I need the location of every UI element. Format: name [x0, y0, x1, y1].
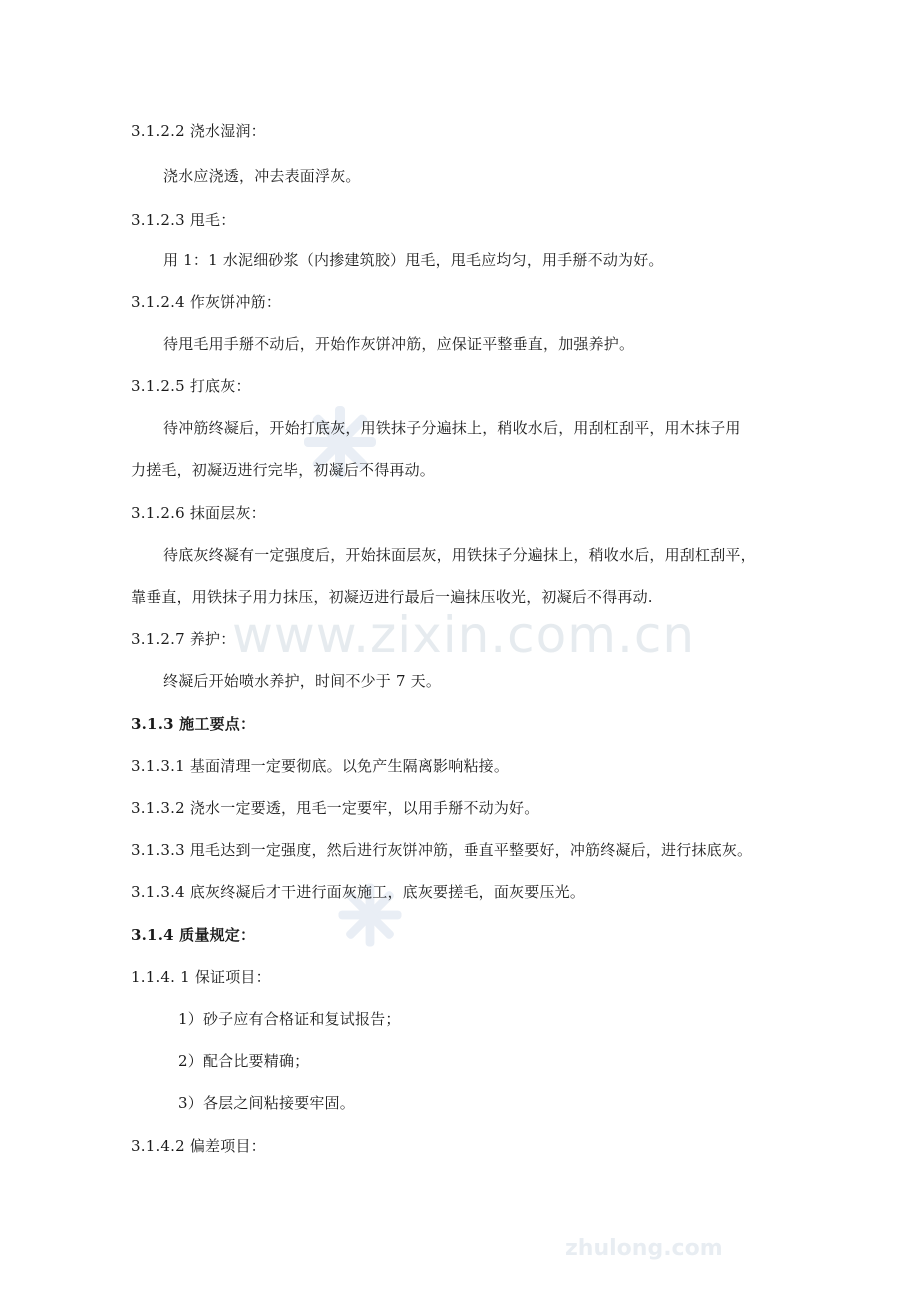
section-heading: 3.1.2.7 养护： [131, 630, 236, 648]
section-heading: 3.1.2.6 抹面层灰： [131, 504, 266, 522]
watermark-text: www.zixin.com.cn [232, 606, 696, 664]
numbered-item: 1）砂子应有合格证和复试报告； [178, 1010, 401, 1028]
paragraph: 浇水应浇透，冲去表面浮灰。 [163, 167, 361, 185]
paragraph-continuation: 靠垂直，用铁抹子用力抹压，初凝迈进行最后一遍抹压收光，初凝后不得再动. [131, 588, 653, 606]
paragraph: 待甩毛用手掰不动后，开始作灰饼冲筋，应保证平整垂直，加强养护。 [163, 335, 635, 353]
section-heading: 3.1.4.2 偏差项目： [131, 1137, 266, 1155]
list-item: 3.1.3.1 基面清理一定要彻底。以免产生隔离影响粘接。 [131, 757, 510, 775]
section-heading: 3.1.2.5 打底灰： [131, 377, 251, 395]
numbered-item: 2）配合比要精确； [178, 1052, 310, 1070]
subsection-heading: 3.1.3 施工要点： [131, 715, 256, 733]
paragraph: 终凝后开始喷水养护，时间不少于 7 天。 [163, 672, 442, 690]
paragraph-continuation: 力搓毛，初凝迈进行完毕，初凝后不得再动。 [131, 461, 436, 479]
list-item: 3.1.3.4 底灰终凝后才干进行面灰施工，底灰要搓毛，面灰要压光。 [131, 883, 586, 901]
subsection-heading: 3.1.4 质量规定： [131, 926, 256, 944]
section-heading: 3.1.2.2 浇水湿润： [131, 122, 266, 140]
list-item: 3.1.3.3 甩毛达到一定强度，然后进行灰饼冲筋，垂直平整要好，冲筋终凝后，进行抹底灰。 [131, 841, 753, 859]
paragraph: 待冲筋终凝后，开始打底灰，用铁抹子分遍抹上，稍收水后，用刮杠刮平，用木抹子用 [163, 419, 741, 437]
list-item: 3.1.3.2 浇水一定要透，甩毛一定要牢，以用手掰不动为好。 [131, 799, 540, 817]
section-heading: 1.1.4. 1 保证项目： [131, 968, 271, 986]
numbered-item: 3）各层之间粘接要牢固。 [178, 1094, 355, 1112]
paragraph: 用 1：1 水泥细砂浆（内掺建筑胶）甩毛，甩毛应均匀，用手掰不动为好。 [163, 251, 664, 269]
section-heading: 3.1.2.4 作灰饼冲筋： [131, 293, 282, 311]
section-heading: 3.1.2.3 甩毛： [131, 211, 236, 229]
watermark-bottom-text: zhulong.com [565, 1236, 723, 1261]
paragraph: 待底灰终凝有一定强度后，开始抹面层灰，用铁抹子分遍抹上，稍收水后，用刮杠刮平， [163, 546, 756, 564]
